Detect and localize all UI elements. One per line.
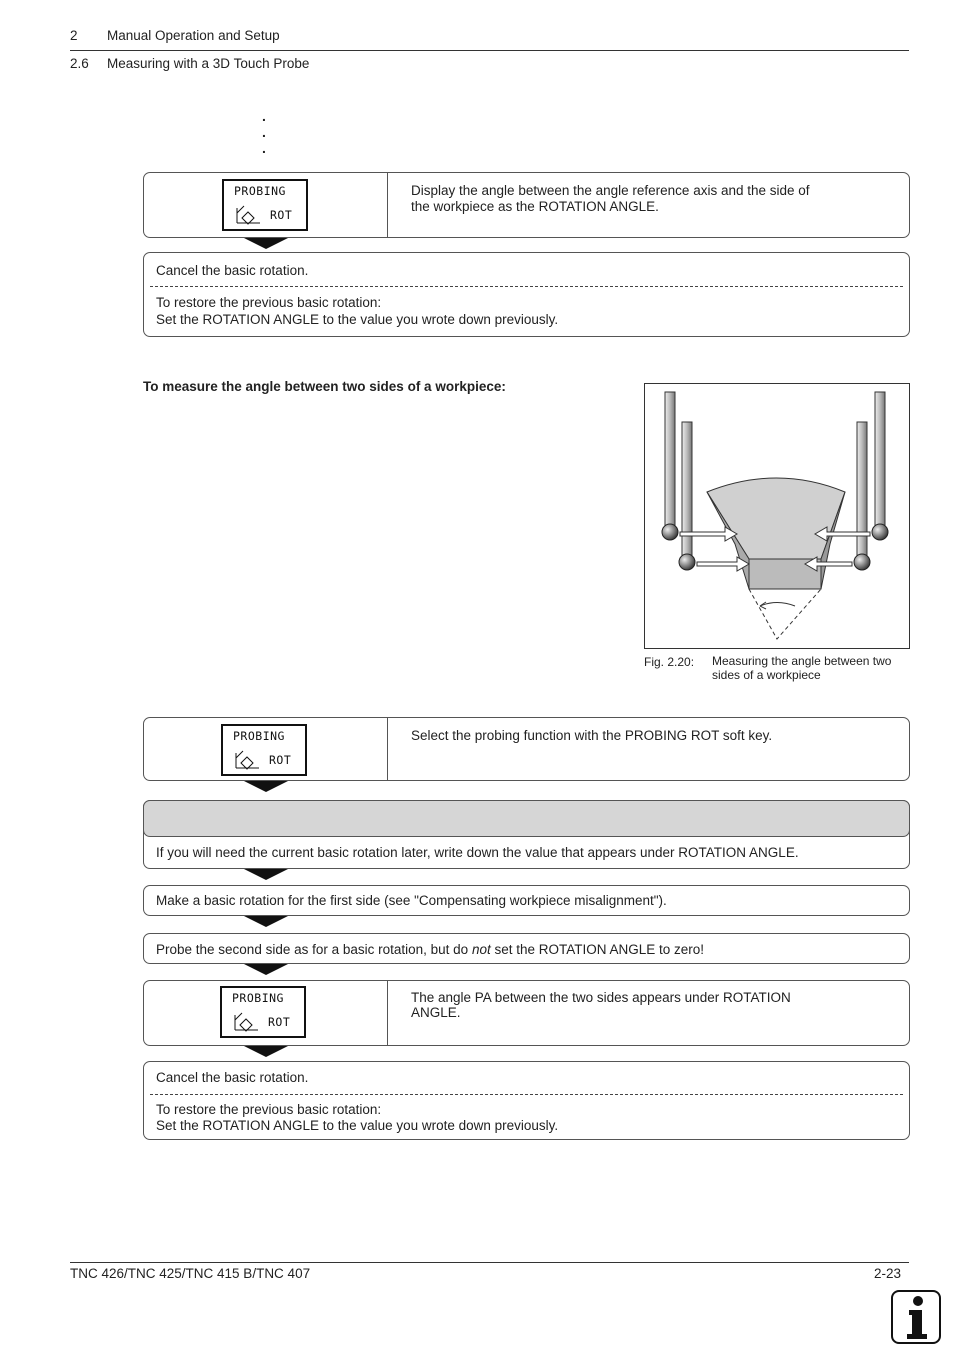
probe-illustration <box>645 384 909 648</box>
step-box-first-side <box>143 885 910 916</box>
softkey-label-line2: ROT <box>268 1015 291 1029</box>
flow-arrow <box>244 916 288 927</box>
gray-panel <box>143 800 910 837</box>
flow-arrow <box>244 869 288 880</box>
cancel-text: Cancel the basic rotation. <box>156 1070 309 1085</box>
cancel-text: Cancel the basic rotation. <box>156 263 309 278</box>
softkey-label-line1: PROBING <box>233 729 285 743</box>
step-box-display-angle <box>143 172 910 238</box>
figure-caption-line1: Measuring the angle between two <box>712 654 892 668</box>
flow-arrow <box>244 781 288 792</box>
probing-rot-icon <box>234 202 262 226</box>
section-title: Measuring with a 3D Touch Probe <box>107 56 310 71</box>
softkey-label-line2: ROT <box>270 208 293 222</box>
section-number: 2.6 <box>70 56 89 71</box>
probing-rot-icon <box>233 747 261 771</box>
dashed-divider <box>150 1094 903 1095</box>
cancel-box-2 <box>143 1061 910 1140</box>
step6-text-line2: ANGLE. <box>411 1005 461 1020</box>
step2-text: Select the probing function with the PROBING ROT soft key. <box>411 728 773 743</box>
header-rule <box>70 50 909 51</box>
restore-text-line2: Set the ROTATION ANGLE to the value you wrote down previously. <box>156 312 559 327</box>
chapter-number: 2 <box>70 28 78 43</box>
step-box-angle-result <box>143 980 910 1046</box>
softkey-label-line1: PROBING <box>232 991 284 1005</box>
flow-arrow <box>244 238 288 249</box>
footer-model-text: TNC 426/TNC 425/TNC 415 B/TNC 407 <box>70 1266 311 1281</box>
dashed-divider <box>150 286 903 287</box>
restore-text-line1: To restore the previous basic rotation: <box>156 1102 382 1117</box>
box-divider <box>387 173 388 237</box>
chapter-title: Manual Operation and Setup <box>107 28 280 43</box>
step1-text-line2: the workpiece as the ROTATION ANGLE. <box>411 199 659 214</box>
probing-rot-softkey[interactable] <box>221 724 307 776</box>
softkey-label-line1: PROBING <box>234 184 286 198</box>
page-number: 2-23 <box>874 1266 902 1281</box>
footer-rule <box>70 1262 909 1263</box>
softkey-label-line2: ROT <box>269 753 292 767</box>
step4-text: Make a basic rotation for the first side (see "Compensating workpiece misalignment"). <box>156 893 667 908</box>
figure-label: Fig. 2.20: <box>644 655 695 669</box>
probing-rot-softkey[interactable] <box>220 986 306 1038</box>
step1-text-line1: Display the angle between the angle reference axis and the side of <box>411 183 810 198</box>
step6-text-line1: The angle PA between the two sides appears under ROTATION <box>411 990 791 1005</box>
flow-arrow <box>244 1046 288 1057</box>
info-glyph <box>893 1292 939 1342</box>
step5-text <box>156 942 704 958</box>
step-box-select-probing <box>143 717 910 781</box>
continuation-dots: . . . <box>262 108 266 156</box>
restore-text-line2: Set the ROTATION ANGLE to the value you wrote down previously. <box>156 1118 559 1133</box>
step5-text-post: set the ROTATION ANGLE to zero! <box>490 942 705 957</box>
probing-rot-icon <box>232 1009 260 1033</box>
step-box-second-side <box>143 933 910 964</box>
figure-probe-diagram <box>644 383 910 649</box>
info-icon <box>891 1290 941 1344</box>
figure-caption-line2: sides of a workpiece <box>712 668 821 682</box>
box-divider <box>387 718 388 780</box>
cancel-box-1 <box>143 252 910 337</box>
subheading: To measure the angle between two sides of a workpiece: <box>143 379 506 394</box>
step5-text-emphasis: not <box>471 942 491 957</box>
box-divider <box>387 981 388 1045</box>
restore-text-line1: To restore the previous basic rotation: <box>156 295 382 310</box>
probing-rot-softkey[interactable] <box>222 179 308 231</box>
flow-arrow <box>244 964 288 975</box>
step5-text-pre: Probe the second side as for a basic rotation, but do <box>156 942 472 957</box>
step-box-write-down <box>143 800 910 869</box>
step3-text: If you will need the current basic rotation later, write down the value that appears under ROTATION ANGLE. <box>156 845 799 860</box>
